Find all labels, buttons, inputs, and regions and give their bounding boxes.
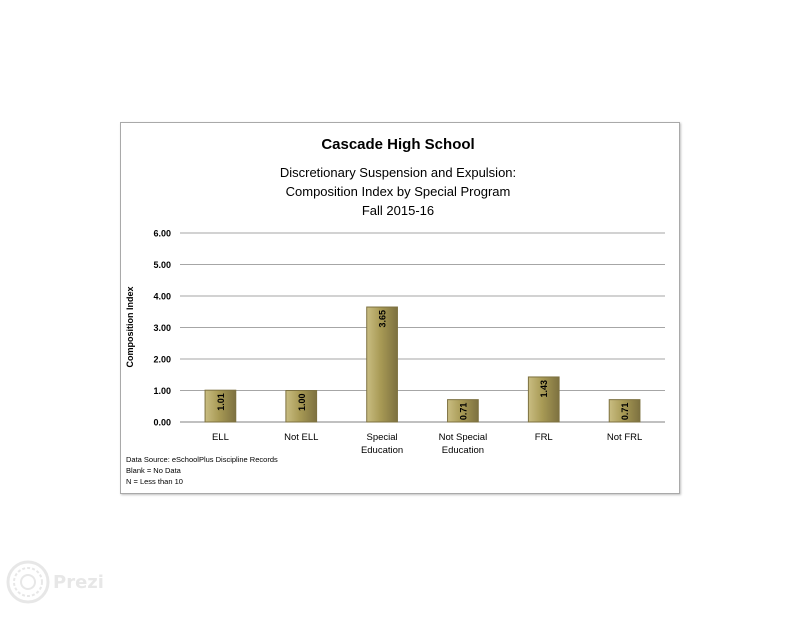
x-tick-label: ELL [211,432,229,443]
bar-value-label: 0.71 [620,402,631,421]
x-tick-label: FRL [534,432,553,443]
subtitle-line: Composition Index by Special Program [285,184,511,199]
bars [205,307,640,422]
chart-note: N = Less than 10 [126,477,183,486]
x-tick-label: Not ELL [284,432,319,443]
x-tick-label: Not FRL [606,432,643,443]
y-tick-label: 0.00 [153,417,171,428]
y-tick-label: 1.00 [153,386,171,396]
x-tick-label: Not Special [438,432,488,443]
y-tick-label: 3.00 [153,323,171,333]
bar-value-label: 1.01 [215,393,226,411]
y-tick-label: 2.00 [153,354,171,365]
y-tick-label: 6.00 [153,228,171,239]
chart-subtitle [280,165,516,218]
chart-title: Cascade High School [321,136,475,153]
bar-value-label: 1.43 [539,379,550,398]
gridlines [180,233,665,422]
y-tick-label: 4.00 [153,291,171,302]
x-tick-label: Education [441,445,485,456]
x-tick-label: Education [360,445,404,456]
x-tick-labels [212,432,642,456]
y-axis-label: Composition Index [125,286,135,368]
y-tick-labels [153,229,171,428]
prezi-wordmark: Prezi [53,571,104,593]
prezi-logo-icon [6,560,50,604]
x-tick-label: Special [366,432,398,443]
subtitle-line: Discretionary Suspension and Expulsion: [279,165,517,180]
bar-value-label: 1.00 [296,393,307,412]
chart-notes [126,455,278,486]
bar-value-label: 3.65 [377,310,388,328]
prezi-watermark [6,560,104,604]
bar-value-label: 0.71 [458,402,469,421]
subtitle-line: Fall 2015-16 [361,203,435,218]
chart-note: Blank = No Data [126,466,181,475]
chart-note: Data Source: eSchoolPlus Discipline Records [126,455,278,464]
y-tick-label: 5.00 [153,260,171,270]
